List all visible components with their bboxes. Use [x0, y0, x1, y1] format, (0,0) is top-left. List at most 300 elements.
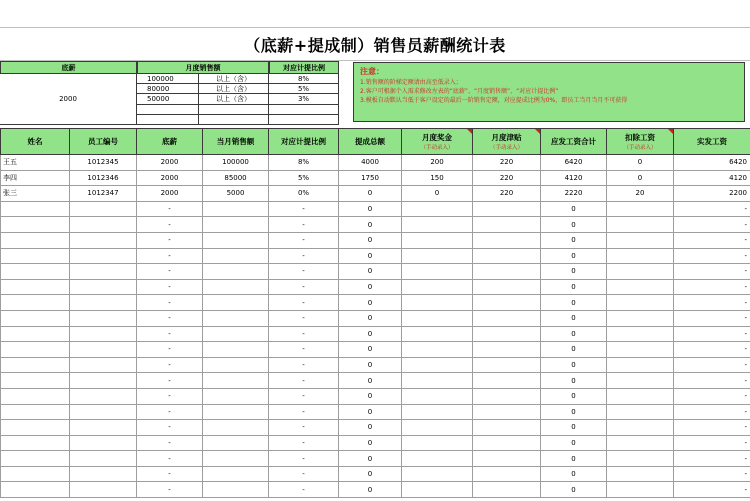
table-cell[interactable]: [70, 373, 137, 389]
tier-condition[interactable]: [199, 115, 269, 125]
table-cell[interactable]: 85000: [203, 170, 269, 186]
table-cell[interactable]: [70, 295, 137, 311]
table-cell[interactable]: -: [269, 295, 339, 311]
table-cell[interactable]: 0: [541, 482, 607, 498]
table-cell[interactable]: [1, 388, 70, 404]
table-cell[interactable]: 2000: [137, 155, 203, 171]
table-cell[interactable]: -: [674, 217, 750, 233]
comment-indicator-icon[interactable]: [668, 129, 673, 134]
table-cell[interactable]: [607, 435, 674, 451]
table-cell[interactable]: -: [674, 295, 750, 311]
table-cell[interactable]: -: [674, 388, 750, 404]
comment-indicator-icon[interactable]: [467, 129, 472, 134]
table-cell[interactable]: [473, 201, 541, 217]
table-cell[interactable]: 0: [339, 342, 402, 358]
table-cell[interactable]: [70, 326, 137, 342]
table-cell[interactable]: [473, 451, 541, 467]
table-cell[interactable]: [473, 357, 541, 373]
table-cell[interactable]: 0: [339, 466, 402, 482]
table-cell[interactable]: [203, 420, 269, 436]
table-cell[interactable]: -: [269, 232, 339, 248]
table-cell[interactable]: [203, 388, 269, 404]
table-cell[interactable]: [1, 232, 70, 248]
table-cell[interactable]: 220: [473, 186, 541, 202]
table-cell[interactable]: 200: [402, 155, 473, 171]
table-row: [1, 279, 750, 295]
table-cell[interactable]: [402, 404, 473, 420]
table-cell[interactable]: 0: [541, 404, 607, 420]
column-header[interactable]: [402, 129, 473, 155]
table-cell[interactable]: -: [137, 232, 203, 248]
tier-amount[interactable]: 100000: [137, 74, 199, 84]
table-cell[interactable]: [402, 466, 473, 482]
column-header-label: 月度奖金: [422, 133, 452, 142]
table-cell[interactable]: [70, 435, 137, 451]
table-cell[interactable]: 220: [473, 170, 541, 186]
base-salary-header: 底薪: [0, 61, 137, 74]
table-cell[interactable]: [70, 310, 137, 326]
table-cell[interactable]: -: [137, 201, 203, 217]
table-row: [1, 201, 750, 217]
table-cell[interactable]: [1, 373, 70, 389]
table-cell[interactable]: -: [269, 420, 339, 436]
table-cell[interactable]: 0: [339, 279, 402, 295]
notes-title: 注意：: [360, 67, 384, 76]
table-row: [1, 217, 750, 233]
table-cell[interactable]: [607, 388, 674, 404]
table-cell[interactable]: 1012347: [70, 186, 137, 202]
table-cell[interactable]: [70, 420, 137, 436]
table-cell[interactable]: -: [674, 373, 750, 389]
table-cell[interactable]: -: [674, 482, 750, 498]
table-cell[interactable]: 5000: [203, 186, 269, 202]
monthly-sales-header: 月度销售额: [137, 61, 269, 74]
table-cell[interactable]: [1, 326, 70, 342]
table-cell[interactable]: -: [269, 404, 339, 420]
table-cell[interactable]: 0: [541, 248, 607, 264]
table-cell[interactable]: [70, 404, 137, 420]
tier-ratio[interactable]: 8%: [269, 74, 339, 84]
table-row: [1, 326, 750, 342]
notes-box: [353, 62, 745, 122]
table-cell[interactable]: 100000: [203, 155, 269, 171]
table-cell[interactable]: [70, 342, 137, 358]
table-cell[interactable]: -: [674, 420, 750, 436]
table-cell[interactable]: [607, 373, 674, 389]
table-cell[interactable]: 0%: [269, 186, 339, 202]
table-cell[interactable]: 0: [541, 264, 607, 280]
table-cell[interactable]: [402, 342, 473, 358]
tier-ratio[interactable]: [269, 115, 339, 125]
table-cell[interactable]: [473, 373, 541, 389]
table-cell[interactable]: 1012345: [70, 155, 137, 171]
table-cell[interactable]: [607, 201, 674, 217]
table-cell[interactable]: -: [674, 279, 750, 295]
table-cell[interactable]: [1, 451, 70, 467]
table-cell[interactable]: 0: [339, 404, 402, 420]
table-cell[interactable]: [607, 451, 674, 467]
table-cell[interactable]: -: [269, 217, 339, 233]
tier-condition[interactable]: 以上（含）: [199, 74, 269, 84]
table-cell[interactable]: -: [674, 326, 750, 342]
table-cell[interactable]: [1, 482, 70, 498]
table-cell[interactable]: 0: [541, 435, 607, 451]
table-cell[interactable]: -: [269, 310, 339, 326]
table-cell[interactable]: [402, 451, 473, 467]
table-cell[interactable]: [607, 232, 674, 248]
comment-indicator-icon[interactable]: [535, 129, 540, 134]
table-cell[interactable]: 4120: [674, 170, 750, 186]
column-header[interactable]: [607, 129, 674, 155]
table-cell[interactable]: 0: [339, 357, 402, 373]
table-cell[interactable]: [607, 248, 674, 264]
table-cell[interactable]: 0: [339, 264, 402, 280]
table-cell[interactable]: -: [269, 451, 339, 467]
table-cell[interactable]: -: [674, 357, 750, 373]
table-cell[interactable]: -: [269, 248, 339, 264]
column-header-label: 员工编号: [88, 137, 118, 146]
table-cell[interactable]: 王五: [1, 155, 70, 171]
table-cell[interactable]: [607, 279, 674, 295]
table-cell[interactable]: [402, 435, 473, 451]
table-row: [1, 342, 750, 358]
table-cell[interactable]: -: [137, 217, 203, 233]
table-cell[interactable]: [70, 466, 137, 482]
tier-condition[interactable]: [199, 105, 269, 115]
table-row: [1, 155, 750, 171]
table-cell[interactable]: -: [137, 482, 203, 498]
table-cell[interactable]: 0: [541, 295, 607, 311]
table-cell[interactable]: -: [674, 435, 750, 451]
table-cell[interactable]: 0: [339, 435, 402, 451]
tier-ratio[interactable]: 3%: [269, 94, 339, 104]
table-cell[interactable]: [402, 217, 473, 233]
tier-amount[interactable]: 50000: [137, 94, 199, 104]
table-cell[interactable]: 0: [339, 388, 402, 404]
table-cell[interactable]: 6420: [541, 155, 607, 171]
table-cell[interactable]: [203, 264, 269, 280]
table-cell[interactable]: [402, 295, 473, 311]
table-cell[interactable]: 0: [541, 232, 607, 248]
table-cell[interactable]: -: [269, 482, 339, 498]
table-cell[interactable]: [402, 248, 473, 264]
table-cell[interactable]: [70, 201, 137, 217]
column-header-label: 应发工资合计: [551, 137, 596, 146]
column-header-note: （手动录入）: [489, 145, 523, 151]
table-cell[interactable]: 4120: [541, 170, 607, 186]
table-cell[interactable]: 2000: [137, 186, 203, 202]
table-cell[interactable]: [203, 451, 269, 467]
table-cell[interactable]: -: [674, 466, 750, 482]
table-cell[interactable]: -: [269, 342, 339, 358]
column-header[interactable]: [269, 129, 339, 155]
table-cell[interactable]: -: [137, 451, 203, 467]
table-cell[interactable]: 1012346: [70, 170, 137, 186]
table-cell[interactable]: -: [137, 435, 203, 451]
table-row: [1, 466, 750, 482]
table-cell[interactable]: -: [269, 466, 339, 482]
table-cell[interactable]: 2000: [137, 170, 203, 186]
tier-amount[interactable]: [137, 115, 199, 125]
tier-condition[interactable]: 以上（含）: [199, 84, 269, 94]
table-cell[interactable]: [1, 357, 70, 373]
table-cell[interactable]: [203, 232, 269, 248]
table-cell[interactable]: 0: [339, 420, 402, 436]
table-cell[interactable]: 0: [607, 170, 674, 186]
table-cell[interactable]: 0: [339, 482, 402, 498]
base-salary-value[interactable]: 2000: [0, 74, 137, 125]
column-header[interactable]: [203, 129, 269, 155]
table-cell[interactable]: [402, 373, 473, 389]
table-cell[interactable]: 张三: [1, 186, 70, 202]
table-cell[interactable]: -: [269, 435, 339, 451]
table-cell[interactable]: [1, 295, 70, 311]
table-cell[interactable]: -: [674, 451, 750, 467]
table-cell[interactable]: [203, 435, 269, 451]
table-cell[interactable]: 0: [339, 326, 402, 342]
table-cell[interactable]: [70, 451, 137, 467]
table-cell[interactable]: [473, 388, 541, 404]
table-cell[interactable]: [607, 295, 674, 311]
table-cell[interactable]: [70, 388, 137, 404]
table-cell[interactable]: [203, 404, 269, 420]
tier-ratio[interactable]: [269, 105, 339, 115]
table-cell[interactable]: 5%: [269, 170, 339, 186]
table-cell[interactable]: 0: [339, 186, 402, 202]
table-cell[interactable]: [1, 264, 70, 280]
table-cell[interactable]: 0: [541, 342, 607, 358]
table-cell[interactable]: [607, 420, 674, 436]
table-cell[interactable]: [607, 404, 674, 420]
table-cell[interactable]: -: [137, 326, 203, 342]
table-cell[interactable]: [607, 217, 674, 233]
table-cell[interactable]: [1, 279, 70, 295]
table-cell[interactable]: 1750: [339, 170, 402, 186]
table-cell[interactable]: -: [674, 201, 750, 217]
column-header[interactable]: [137, 129, 203, 155]
table-cell[interactable]: 0: [541, 279, 607, 295]
table-cell[interactable]: 6420: [674, 155, 750, 171]
column-header-label: 底薪: [162, 137, 177, 146]
table-cell[interactable]: 0: [541, 357, 607, 373]
table-cell[interactable]: 2220: [541, 186, 607, 202]
column-header-label: 姓名: [27, 137, 43, 146]
tier-amount[interactable]: 80000: [137, 84, 199, 94]
table-cell[interactable]: [473, 404, 541, 420]
table-cell[interactable]: [402, 232, 473, 248]
table-cell[interactable]: 20: [607, 186, 674, 202]
table-cell[interactable]: -: [269, 201, 339, 217]
table-cell[interactable]: -: [269, 264, 339, 280]
table-row: [1, 420, 750, 436]
table-cell[interactable]: [70, 279, 137, 295]
table-cell[interactable]: [473, 310, 541, 326]
table-cell[interactable]: 0: [541, 217, 607, 233]
table-cell[interactable]: -: [137, 420, 203, 436]
tier-amount[interactable]: [137, 105, 199, 115]
table-cell[interactable]: [473, 326, 541, 342]
table-cell[interactable]: 8%: [269, 155, 339, 171]
table-cell[interactable]: -: [674, 310, 750, 326]
table-cell[interactable]: 0: [339, 373, 402, 389]
table-cell[interactable]: [402, 326, 473, 342]
table-cell[interactable]: 0: [607, 155, 674, 171]
table-cell[interactable]: -: [137, 264, 203, 280]
table-cell[interactable]: 0: [339, 295, 402, 311]
table-cell[interactable]: [1, 404, 70, 420]
column-header-label: 对应计提比例: [281, 137, 326, 146]
table-cell[interactable]: [203, 310, 269, 326]
table-cell[interactable]: [402, 482, 473, 498]
table-cell[interactable]: 0: [541, 466, 607, 482]
table-cell[interactable]: [402, 264, 473, 280]
table-cell[interactable]: 0: [339, 451, 402, 467]
table-cell[interactable]: [607, 310, 674, 326]
table-cell[interactable]: [1, 217, 70, 233]
table-cell[interactable]: [203, 295, 269, 311]
table-cell[interactable]: -: [137, 404, 203, 420]
column-header-label: 当月销售额: [216, 137, 255, 146]
table-cell[interactable]: [1, 342, 70, 358]
table-cell[interactable]: 0: [541, 373, 607, 389]
column-header[interactable]: [541, 129, 607, 155]
table-cell[interactable]: [473, 466, 541, 482]
table-cell[interactable]: 150: [402, 170, 473, 186]
table-cell[interactable]: [203, 248, 269, 264]
table-cell[interactable]: [203, 482, 269, 498]
table-cell[interactable]: 0: [339, 310, 402, 326]
table-cell[interactable]: -: [137, 357, 203, 373]
table-cell[interactable]: -: [137, 388, 203, 404]
table-cell[interactable]: 0: [541, 310, 607, 326]
table-cell[interactable]: [1, 310, 70, 326]
table-cell[interactable]: [70, 232, 137, 248]
table-header-row: [1, 129, 750, 155]
table-cell[interactable]: [70, 217, 137, 233]
column-header[interactable]: [674, 129, 750, 155]
table-cell[interactable]: -: [269, 279, 339, 295]
table-cell[interactable]: -: [674, 264, 750, 280]
table-cell[interactable]: 李四: [1, 170, 70, 186]
table-cell[interactable]: [402, 279, 473, 295]
table-cell[interactable]: -: [674, 248, 750, 264]
table-row: [1, 264, 750, 280]
table-cell[interactable]: 0: [402, 186, 473, 202]
table-cell[interactable]: [70, 248, 137, 264]
table-cell[interactable]: [473, 342, 541, 358]
table-cell[interactable]: [607, 357, 674, 373]
table-cell[interactable]: [473, 279, 541, 295]
table-cell[interactable]: [473, 217, 541, 233]
table-cell[interactable]: -: [269, 388, 339, 404]
table-cell[interactable]: [473, 420, 541, 436]
tier-condition[interactable]: 以上（含）: [199, 94, 269, 104]
column-header[interactable]: [1, 129, 70, 155]
column-header[interactable]: [70, 129, 137, 155]
table-cell[interactable]: [473, 232, 541, 248]
table-cell[interactable]: 0: [339, 232, 402, 248]
table-cell[interactable]: [607, 326, 674, 342]
table-cell[interactable]: [607, 264, 674, 280]
table-cell[interactable]: [203, 326, 269, 342]
table-row: [1, 451, 750, 467]
table-cell[interactable]: [1, 201, 70, 217]
table-cell[interactable]: -: [137, 310, 203, 326]
table-cell[interactable]: [402, 310, 473, 326]
table-cell[interactable]: [607, 482, 674, 498]
table-cell[interactable]: -: [269, 326, 339, 342]
table-cell[interactable]: [402, 357, 473, 373]
table-cell[interactable]: [402, 201, 473, 217]
tier-ratio[interactable]: 5%: [269, 84, 339, 94]
table-cell[interactable]: [607, 342, 674, 358]
table-cell[interactable]: [473, 264, 541, 280]
table-cell[interactable]: [203, 279, 269, 295]
table-cell[interactable]: [1, 420, 70, 436]
table-cell[interactable]: [473, 248, 541, 264]
table-cell[interactable]: -: [137, 466, 203, 482]
table-cell[interactable]: -: [137, 295, 203, 311]
table-cell[interactable]: [402, 388, 473, 404]
salary-table: [0, 128, 750, 498]
table-cell[interactable]: -: [137, 373, 203, 389]
table-cell[interactable]: [203, 342, 269, 358]
table-cell[interactable]: -: [674, 232, 750, 248]
table-cell[interactable]: -: [674, 404, 750, 420]
table-cell[interactable]: [473, 295, 541, 311]
note-line: 2.客户可根据个人需求修改左表的“底薪”、“月度销售额”、“对应计提比例”: [360, 88, 559, 95]
column-header-note: （手动录入）: [623, 145, 657, 151]
table-cell[interactable]: [1, 435, 70, 451]
table-cell[interactable]: 0: [541, 420, 607, 436]
column-header[interactable]: [339, 129, 402, 155]
table-cell[interactable]: [203, 201, 269, 217]
table-cell[interactable]: -: [137, 248, 203, 264]
table-cell[interactable]: 4000: [339, 155, 402, 171]
table-cell[interactable]: [203, 466, 269, 482]
table-cell[interactable]: [70, 482, 137, 498]
table-cell[interactable]: [1, 466, 70, 482]
table-cell[interactable]: [473, 435, 541, 451]
table-cell[interactable]: 220: [473, 155, 541, 171]
table-cell[interactable]: -: [269, 373, 339, 389]
table-cell[interactable]: 0: [541, 388, 607, 404]
table-cell[interactable]: 0: [541, 451, 607, 467]
table-cell[interactable]: [402, 420, 473, 436]
table-cell[interactable]: [70, 264, 137, 280]
table-cell[interactable]: 0: [339, 217, 402, 233]
table-cell[interactable]: [607, 466, 674, 482]
table-cell[interactable]: -: [137, 279, 203, 295]
table-cell[interactable]: [203, 217, 269, 233]
table-cell[interactable]: 0: [541, 326, 607, 342]
table-row: [1, 295, 750, 311]
column-header[interactable]: [473, 129, 541, 155]
table-cell[interactable]: -: [137, 342, 203, 358]
table-cell[interactable]: -: [674, 342, 750, 358]
table-cell[interactable]: [203, 357, 269, 373]
table-cell[interactable]: [473, 482, 541, 498]
table-cell[interactable]: [70, 357, 137, 373]
table-cell[interactable]: 0: [339, 201, 402, 217]
table-cell[interactable]: [1, 248, 70, 264]
table-cell[interactable]: 2200: [674, 186, 750, 202]
table-cell[interactable]: -: [269, 357, 339, 373]
table-cell[interactable]: 0: [541, 201, 607, 217]
table-row: [1, 170, 750, 186]
table-cell[interactable]: [203, 373, 269, 389]
table-cell[interactable]: 0: [339, 248, 402, 264]
